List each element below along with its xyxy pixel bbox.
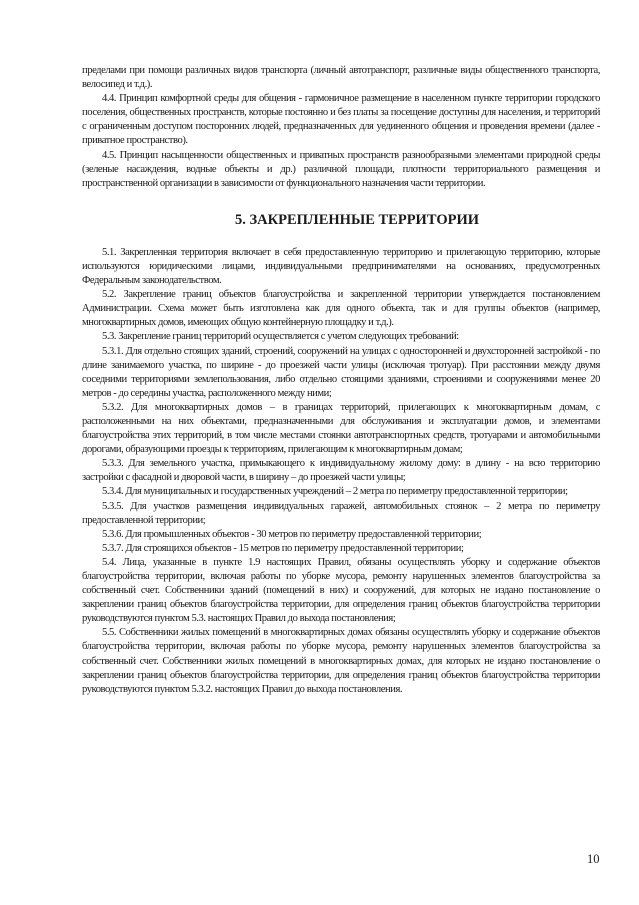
- paragraph: 5.3.6. Для промышленных объектов - 30 метров по периметру предоставленной территории;: [102, 528, 482, 540]
- paragraph: пределами при помощи различных видов транспорта (личный автотранспорт, различные виды общественного транспорта, велосипед и т.д.).: [82, 65, 600, 91]
- paragraph: 5.3.3. Для земельного участка, примыкающего к индивидуальному жилому дому: в длину - на всю территорию застройки с фасадной и дворовой части, в ширину – до проезжей части улицы;: [82, 458, 600, 484]
- paragraph: 5.4. Лица, указанные в пункте 1.9 настоящих Правил, обязаны осуществлять уборку и содержание объектов благоустройства территории, включая работы по уборке мусора, ремонту нарушенных элементов благоустройства за собственный счет. Собственники зданий (помещений в них) и сооружений, для которых не издано постановление о закреплении границ объектов благоустройства территории, для определения границ объектов благоустройства территории руководствуются пунктом 5.3. настоящих Правил до выхода постановления;: [82, 556, 600, 625]
- section-4-continuation: [82, 64, 600, 191]
- paragraph: 5.1. Закрепленная территория включает в себя предоставленную территорию и прилегающую территорию, которые используются юридическими лицами, индивидуальными предпринимателями на основаниях, предусмотренных Федеральным законодательством.: [82, 246, 600, 287]
- paragraph: 5.3.7. Для строящихся объектов - 15 метров по периметру предоставленной территории;: [102, 542, 464, 554]
- paragraph: 5.3.2. Для многоквартирных домов – в границах территорий, прилегающих к многоквартирным домам, с расположенными на них объектами, предназначенными для обслуживания и эксплуатации домов, и элементами благоустройства этих территорий, в том числе местами стоянки автотранспортных средств, тротуарами и автомобильными дорогами, образующими проезды к территориям, прилегающим к многоквартирным домам;: [82, 401, 600, 456]
- section-5-body: [82, 246, 600, 697]
- paragraph: 5.3.4. Для муниципальных и государственных учреждений – 2 метра по периметру предоставленной территории;: [102, 486, 568, 498]
- paragraph: 5.3.1. Для отдельно стоящих зданий, строений, сооружений на улицах с односторонней и двухсторонней застройкой - по длине занимаемого участка, по ширине - до проезжей части улицы (исключая тротуар). При расстоянии между двумя соседними территориями землепользования, либо отдельно стоящими зданиями, строениями и сооружениями менее 20 метров - до середины участка, расположенного между ними;: [82, 345, 600, 399]
- paragraph: 5.5. Собственники жилых помещений в многоквартирных домах обязаны осуществлять уборку и содержание объектов благоустройства территории, включая работы по уборке мусора, ремонту нарушенных элементов благоустройства за собственный счет. Собственники жилых помещений в многоквартирных домах, для которых не издано постановление о закреплении границ объектов благоустройства территории, для определения границ объектов благоустройства территории руководствуются пунктом 5.3.2. настоящих Правил до выхода постановления.: [82, 627, 600, 695]
- page-number: 10: [587, 852, 600, 866]
- paragraph: 4.4. Принцип комфортной среды для общения - гармоничное размещение в населенном пункте территории городского поселения, общественных пространств, которые постоянно и без платы за посещение доступны для населения, и территорий с ограниченным доступом посторонних людей, предназначенных для уединенного общения и проведения времени (далее - приватное пространство).: [82, 93, 600, 147]
- paragraph: 5.3. Закрепление границ территорий осуществляется с учетом следующих требований:: [102, 331, 459, 343]
- paragraph: 5.3.5. Для участков размещения индивидуальных гаражей, автомобильных стоянок – 2 метра по периметру предоставленной территории;: [82, 500, 600, 526]
- paragraph: 5.2. Закрепление границ объектов благоустройства и закрепленной территории утверждается постановлением Администрации. Схема может быть изготовлена как для одного объекта, так и для группы объектов (например, многоквартирных домов, имеющих общую контейнерную площадку и т.д.).: [82, 289, 600, 329]
- paragraph: 4.5. Принцип насыщенности общественных и приватных пространств разнообразными элементами природной среды (зеленые насаждения, водные объекты и др.) различной площади, плотности территориального размещения и пространственной организации в зависимости от функционального назначения части территории.: [82, 149, 600, 189]
- document-page: [82, 64, 600, 697]
- section-heading: 5. ЗАКРЕПЛЕННЫЕ ТЕРРИТОРИИ: [234, 211, 480, 228]
